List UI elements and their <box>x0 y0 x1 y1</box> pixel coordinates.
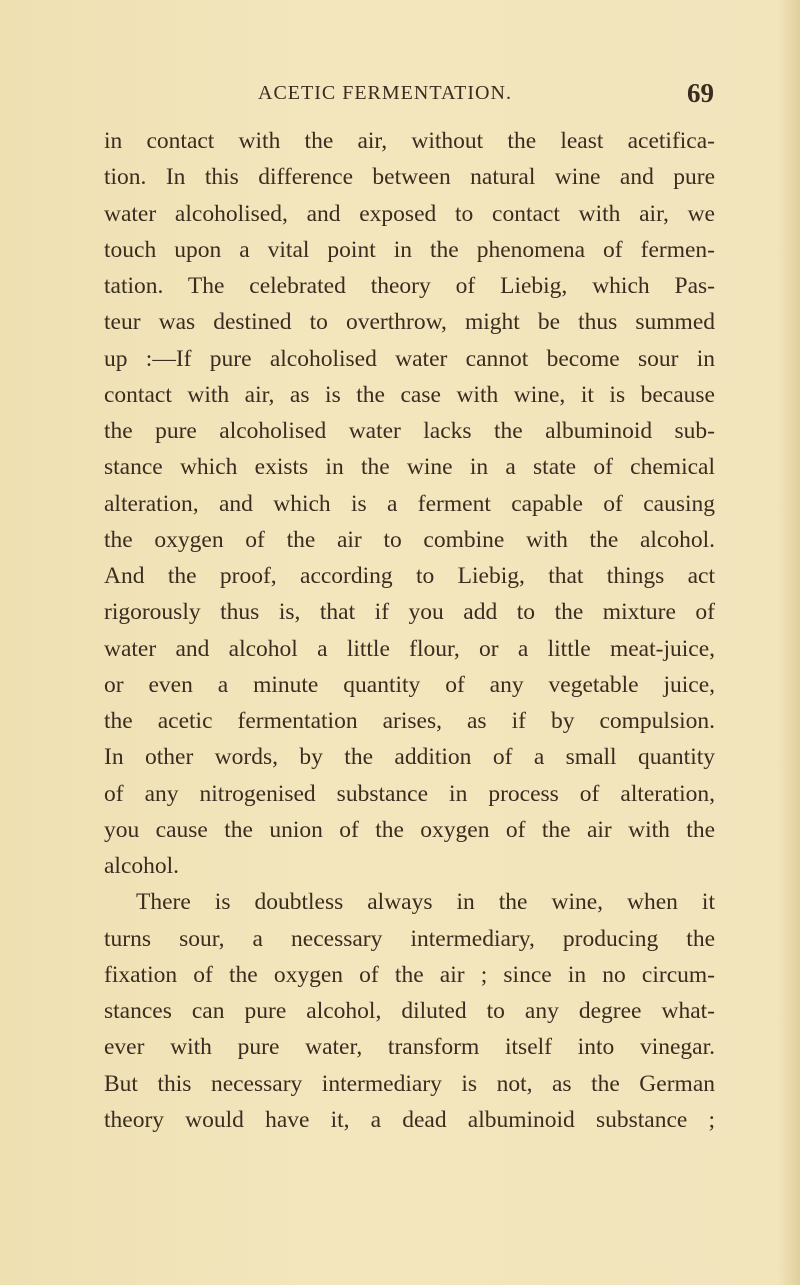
text-line: alteration, and which is a ferment capable of causing <box>104 490 715 517</box>
page-number: 69 <box>687 78 714 108</box>
text-line: water and alcohol a little flour, or a little meat-juice, <box>104 635 715 662</box>
text-line: theory would have it, a dead albuminoid substance ; <box>104 1106 715 1133</box>
text-line: ever with pure water, transform itself into vinegar. <box>104 1034 715 1061</box>
text-line: touch upon a vital point in the phenomena of fermen- <box>104 236 715 263</box>
text-line: tion. In this difference between natural wine and pure <box>104 164 715 191</box>
text-line: in contact with the air, without the least acetifica- <box>104 128 715 154</box>
page-header <box>258 78 714 114</box>
text-line: you cause the union of the oxygen of the air with the <box>104 816 715 843</box>
text-line: rigorously thus is, that if you add to the mixture of <box>104 599 715 626</box>
text-line: the acetic fermentation arises, as if by compulsion. <box>104 708 715 734</box>
text-line: In other words, by the addition of a small quantity <box>104 744 715 771</box>
text-line: up :—If pure alcoholised water cannot become sour in <box>104 345 715 372</box>
text-line: turns sour, a necessary intermediary, producing the <box>104 925 715 952</box>
page-edge-shadow <box>778 0 800 1285</box>
text-line: the pure alcoholised water lacks the albuminoid sub- <box>104 418 715 444</box>
text-line: water alcoholised, and exposed to contact with air, we <box>104 200 715 227</box>
text-line: But this necessary intermediary is not, as the German <box>104 1070 715 1097</box>
text-line: stances can pure alcohol, diluted to any degree what- <box>104 998 715 1024</box>
text-line: the oxygen of the air to combine with the alcohol. <box>104 526 715 553</box>
text-line: or even a minute quantity of any vegetable juice, <box>104 671 715 698</box>
text-line: fixation of the oxygen of the air ; since in no circum- <box>104 961 715 988</box>
text-line: There is doubtless always in the wine, when it <box>136 889 715 916</box>
body-text <box>104 123 715 1138</box>
text-line: contact with air, as is the case with wine, it is because <box>104 381 715 408</box>
text-line: tation. The celebrated theory of Liebig, which Pas- <box>104 273 715 299</box>
text-line: teur was destined to overthrow, might be thus summed <box>104 309 715 336</box>
running-title: ACETIC FERMENTATION. <box>258 82 512 104</box>
text-line: stance which exists in the wine in a state of chemical <box>104 454 715 481</box>
text-line: alcohol. <box>104 853 180 879</box>
text-line: of any nitrogenised substance in process of alteration, <box>104 780 715 807</box>
text-line: And the proof, according to Liebig, that things act <box>104 563 715 589</box>
